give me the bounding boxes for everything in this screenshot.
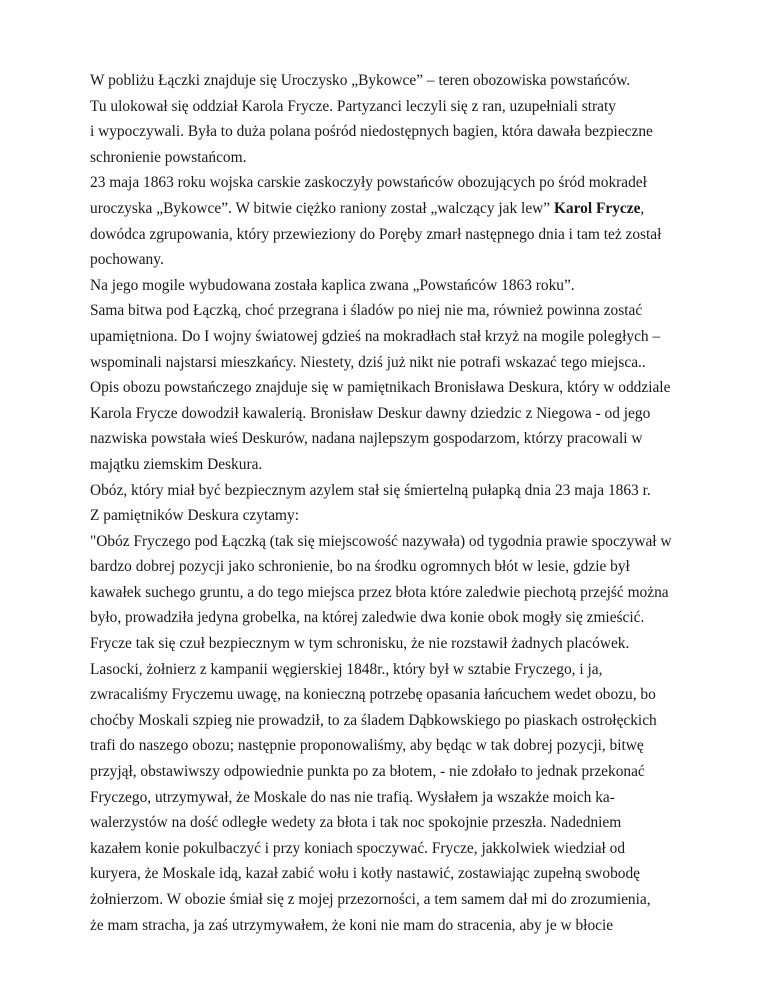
text-line: zwracaliśmy Fryczemu uwagę, na konieczną potrzebę opasania łańcuchem wedet obozu, bo: [90, 686, 656, 704]
text-line: kuryera, że Moskale idą, kazał zabić wołu i kotły nastawić, zostawiając zupełną swobodę: [90, 865, 641, 883]
text-line: Karola Frycze dowodził kawalerią. Bronisław Deskur dawny dziedzic z Niegowa - od jego: [90, 404, 651, 422]
text-line: pochowany.: [90, 251, 164, 269]
text-segment: ,: [640, 199, 645, 217]
text-line: Fryczego, utrzymywał, że Moskale do nas nie trafią. Wysłałem ja wszakże moich ka-: [90, 788, 615, 806]
text-line: Obóz, który miał być bezpiecznym azylem stał się śmiertelną pułapką dnia 23 maja 1863 r.: [90, 481, 651, 499]
text-line: [90, 196, 690, 222]
text-line: nazwiska powstała wieś Deskurów, nadana najlepszym gospodarzom, którzy pracowali w: [90, 430, 643, 448]
text-line: "Obóz Fryczego pod Łączką (tak się miejscowość nazywała) od tygodnia prawie spoczywał w: [90, 532, 672, 550]
text-line: Na jego mogile wybudowana została kaplica zwana „Powstańców 1863 roku”.: [90, 276, 575, 294]
text-line: wspominali najstarsi mieszkańcy. Niestety, dziś już nikt nie potrafi wskazać tego miejsca..: [90, 353, 646, 371]
document-page: [90, 68, 690, 938]
text-line: i wypoczywali. Była to duża polana pośród niedostępnych bagien, która dawała bezpieczne: [90, 123, 653, 141]
text-line: Frycze tak się czuł bezpiecznym w tym schronisku, że nie rozstawił żadnych placówek.: [90, 635, 630, 653]
text-line: Tu ulokował się oddział Karola Frycze. Partyzanci leczyli się z ran, uzupełniali straty: [90, 97, 616, 115]
text-line: upamiętniona. Do I wojny światowej gdzieś na mokradłach stał krzyż na mogile poległych –: [90, 327, 661, 345]
text-line: kazałem konie pokulbaczyć i przy koniach spoczywać. Frycze, jakkolwiek wiedział od: [90, 839, 626, 857]
text-line: W pobliżu Łączki znajduje się Uroczysko „Bykowce” – teren obozowiska powstańców.: [90, 72, 631, 89]
text-line: Sama bitwa pod Łączką, choć przegrana i śladów po niej nie ma, również powinna zostać: [90, 302, 643, 320]
text-line: schronienie powstańcom.: [90, 148, 247, 166]
text-line: żołnierzom. W obozie śmiał się z mojej przezorności, a tem samem dał mi do zrozumienia,: [90, 891, 651, 908]
text-line: Opis obozu powstańczego znajduje się w pamiętnikach Bronisława Deskura, który w oddziale: [90, 379, 671, 397]
text-line: kawałek suchego gruntu, a do tego miejsca przez błota które zaledwie piechotą przejść można: [90, 583, 669, 601]
text-line: trafi do naszego obozu; następnie proponowaliśmy, aby będąc w tak dobrej pozycji, bitwę: [90, 737, 644, 755]
text-line: dowódca zgrupowania, który przewieziony do Poręby zmarł następnego dnia i tam też został: [90, 225, 662, 243]
text-line: Lasocki, żołnierz z kampanii węgierskiej 1848r., który był w sztabie Fryczego, i ja,: [90, 660, 603, 678]
text-line: walerzystów na dość odległe wedety za błota i tak noc spokojnie przeszła. Nadedniem: [90, 814, 622, 832]
bold-name: Karol Frycze: [553, 199, 641, 217]
text-line: majątku ziemskim Deskura.: [90, 455, 263, 473]
text-segment: uroczyska „Bykowce”. W bitwie ciężko raniony został „walczący jak lew”: [90, 199, 554, 217]
text-line: Z pamiętników Deskura czytamy:: [90, 507, 299, 525]
text-line: choćby Moskali szpieg nie prowadził, to za śladem Dąbkowskiego po piaskach ostrołęckich: [90, 711, 657, 729]
text-line: było, prowadziła jedyna grobelka, na której zaledwie dwa konie obok mogły się zmieścić.: [90, 609, 645, 627]
text-line: 23 maja 1863 roku wojska carskie zaskoczyły powstańców obozujących po śród mokradeł: [90, 174, 647, 192]
text-line: że mam stracha, ja zaś utrzymywałem, że koni nie mam do stracenia, aby je w błocie: [90, 916, 614, 934]
text-line: bardzo dobrej pozycji jako schronienie, bo na środku ogromnych błót w lesie, gdzie był: [90, 558, 630, 576]
text-line: przyjął, obstawiwszy odpowiednie punkta po za błotem, - nie zdołało to jednak przekonać: [90, 763, 645, 781]
